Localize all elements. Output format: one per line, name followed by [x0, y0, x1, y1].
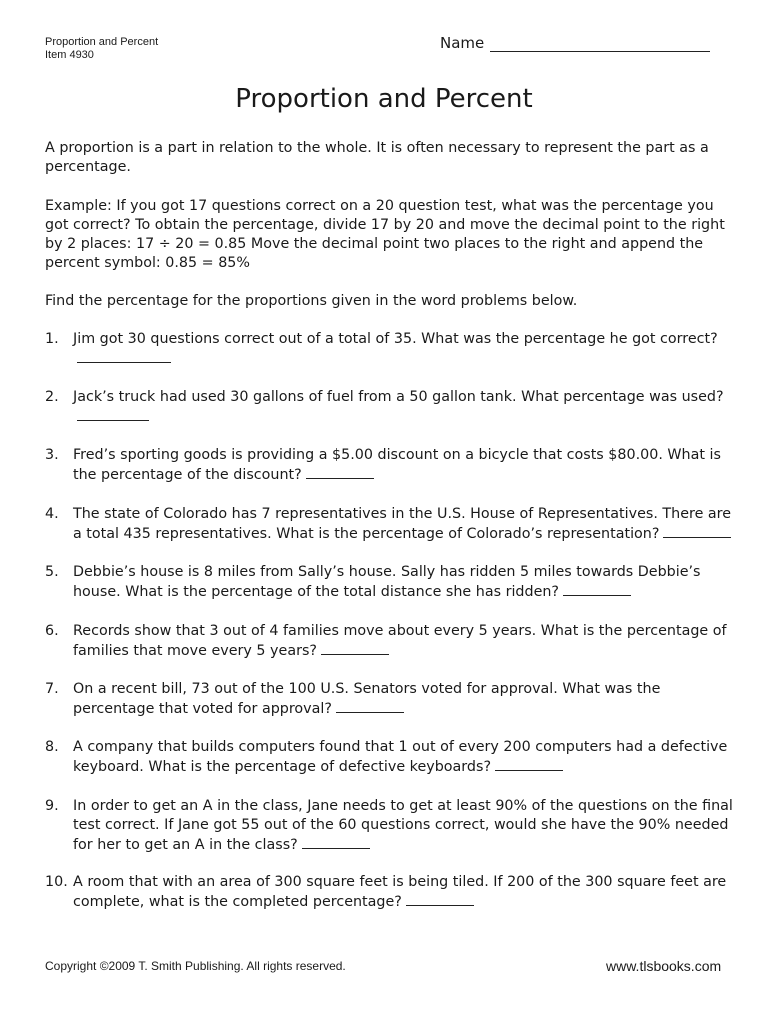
- question-number: 4.: [45, 506, 59, 522]
- website-link[interactable]: www.tlsbooks.com: [606, 958, 722, 974]
- question-item: [45, 873, 735, 912]
- question-item: [45, 622, 735, 661]
- header-doc-title: Proportion and Percent: [45, 36, 159, 48]
- question-item: [45, 797, 735, 855]
- answer-blank[interactable]: [563, 582, 631, 596]
- question-item: [45, 446, 735, 485]
- question-text: Jim got 30 questions correct out of a total of 35. What was the percentage he got correct?: [73, 331, 718, 347]
- answer-blank[interactable]: [495, 757, 563, 771]
- question-number: 9.: [45, 798, 59, 814]
- question-item: [45, 330, 735, 369]
- question-text: Fred’s sporting goods is providing a $5.00 discount on a bicycle that costs $80.00. What is the percentage of the discount?: [73, 447, 721, 483]
- answer-blank[interactable]: [77, 407, 149, 421]
- question-number: 1.: [45, 331, 59, 347]
- example-paragraph: Example: If you got 17 questions correct on a 20 question test, what was the percentage you got correct? To obtain the percentage, divide 17 by 20 and move the decimal point to the right by 2 places: 17 ÷ 20 = 0.85 Move the decimal point two places to the right and append the percent symbol: 0.85 = 85%: [45, 198, 725, 271]
- copyright-notice: Copyright ©2009 T. Smith Publishing. All rights reserved.: [45, 959, 346, 973]
- question-text: Records show that 3 out of 4 families move about every 5 years. What is the percentage of families that move every 5 years?: [73, 623, 727, 659]
- page-title: Proportion and Percent: [235, 84, 533, 114]
- header-item-number: Item 4930: [45, 49, 94, 61]
- question-item: [45, 680, 735, 719]
- question-text: A company that builds computers found that 1 out of every 200 computers had a defective keyboard. What is the percentage of defective keyboards?: [73, 739, 728, 775]
- question-number: 5.: [45, 564, 59, 580]
- question-number: 10.: [45, 874, 68, 890]
- name-blank-line[interactable]: [490, 37, 710, 52]
- question-number: 8.: [45, 739, 59, 755]
- question-text: The state of Colorado has 7 representatives in the U.S. House of Representatives. There are a total 435 representatives. What is the percentage of Colorado’s representation?: [73, 506, 732, 542]
- answer-blank[interactable]: [406, 892, 474, 906]
- question-item: [45, 738, 735, 777]
- question-number: 2.: [45, 389, 59, 405]
- question-item: [45, 563, 735, 602]
- name-label: Name: [440, 34, 485, 52]
- answer-blank[interactable]: [306, 465, 374, 479]
- answer-blank[interactable]: [302, 835, 370, 849]
- question-text: A room that with an area of 300 square feet is being tiled. If 200 of the 300 square feet are complete, what is the completed percentage?: [73, 874, 727, 910]
- question-text: In order to get an A in the class, Jane needs to get at least 90% of the questions on the final test correct. If Jane got 55 out of the 60 questions correct, would she have the 90% needed for her to get an A in the class?: [73, 798, 733, 853]
- answer-blank[interactable]: [663, 524, 731, 538]
- question-number: 6.: [45, 623, 59, 639]
- question-text: Debbie’s house is 8 miles from Sally’s house. Sally has ridden 5 miles towards Debbie’s house. What is the percentage of the total distance she has ridden?: [73, 564, 701, 600]
- answer-blank[interactable]: [336, 699, 404, 713]
- question-number: 3.: [45, 447, 59, 463]
- answer-blank[interactable]: [77, 349, 171, 363]
- intro-paragraph: A proportion is a part in relation to the whole. It is often necessary to represent the part as a percentage.: [45, 140, 709, 175]
- question-item: [45, 388, 735, 427]
- question-text: On a recent bill, 73 out of the 100 U.S. Senators voted for approval. What was the percentage that voted for approval?: [73, 681, 661, 717]
- answer-blank[interactable]: [321, 641, 389, 655]
- instructions-paragraph: Find the percentage for the proportions given in the word problems below.: [45, 293, 578, 309]
- question-number: 7.: [45, 681, 59, 697]
- question-item: [45, 505, 735, 544]
- name-field: [440, 34, 710, 52]
- question-text: Jack’s truck had used 30 gallons of fuel from a 50 gallon tank. What percentage was used?: [73, 389, 724, 405]
